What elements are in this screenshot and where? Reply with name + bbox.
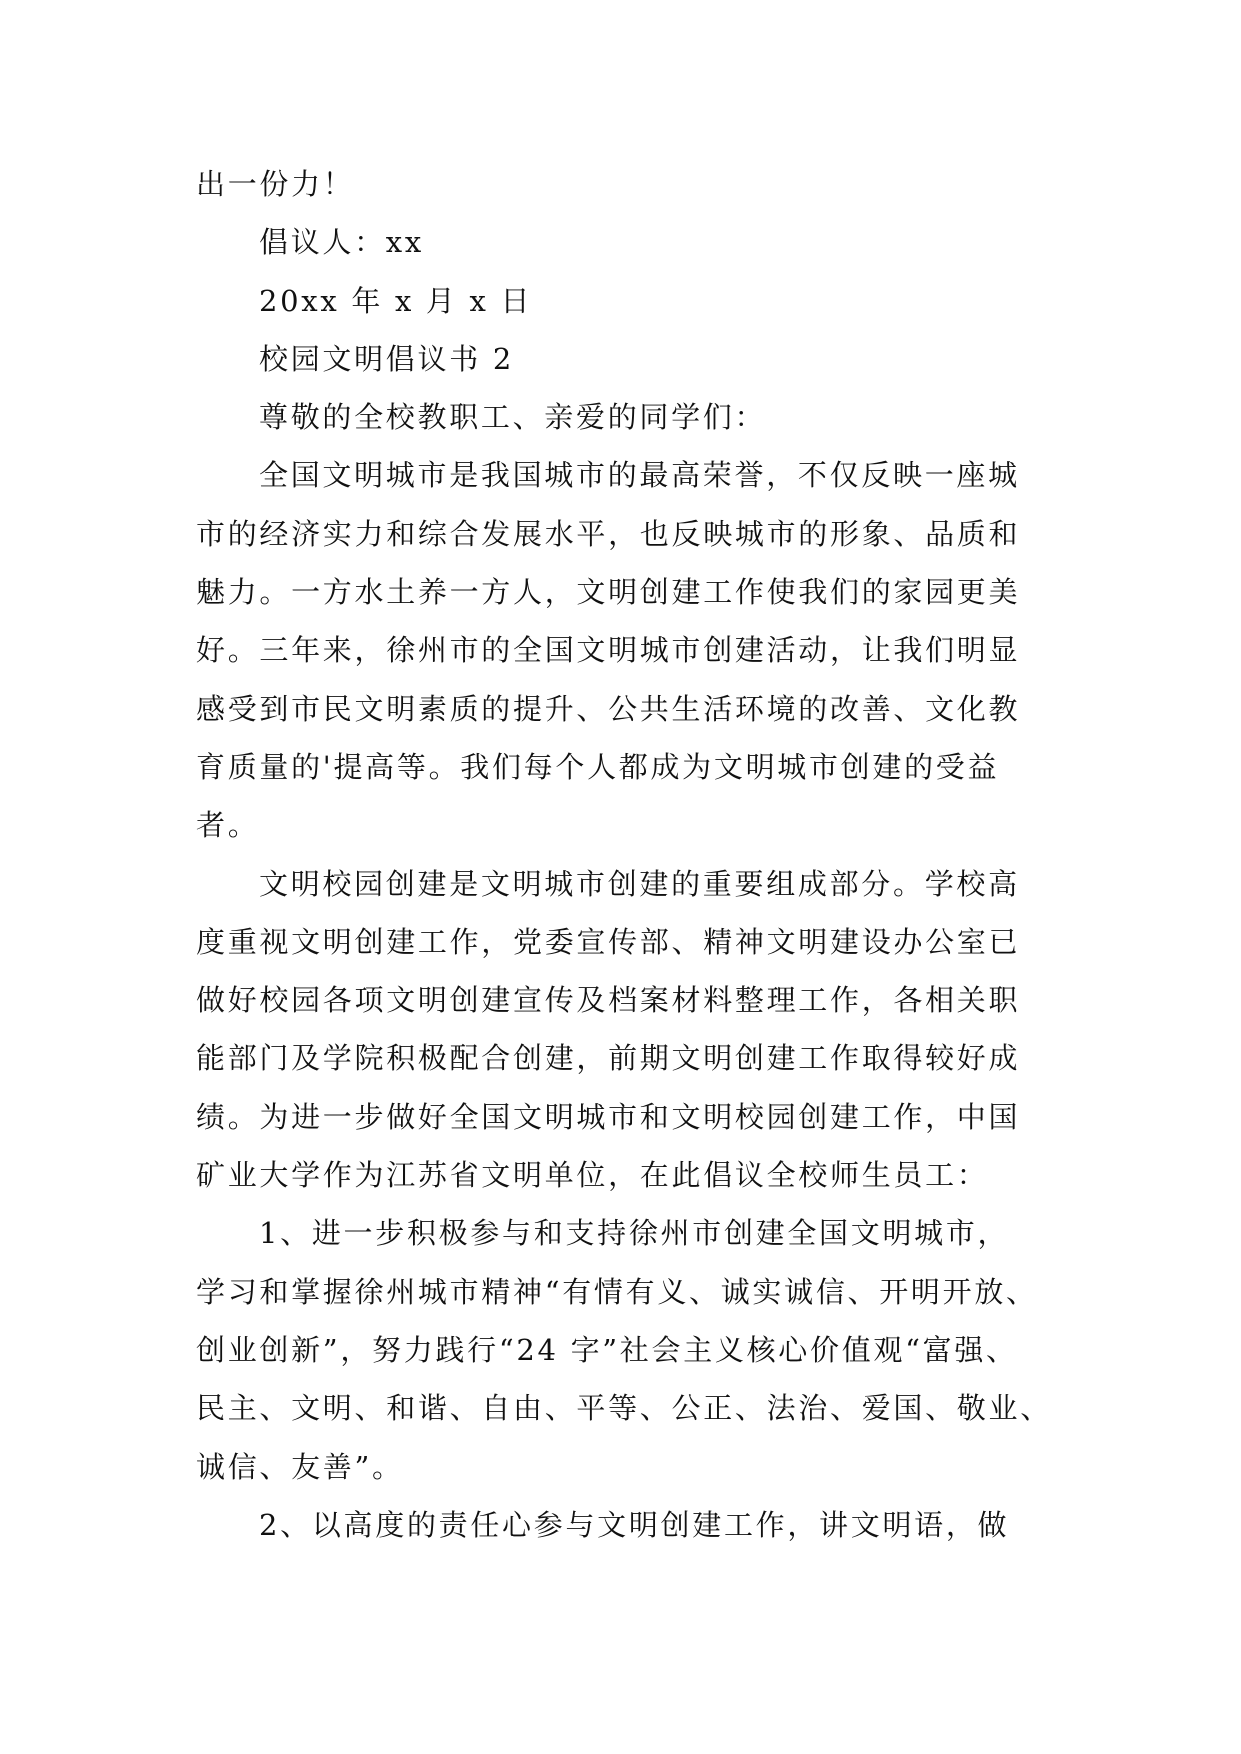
paragraph-line: 矿业大学作为江苏省文明单位，在此倡议全校师生员工：	[196, 1158, 989, 1193]
paragraph-line: 创业创新”，努力践行“24 字”社会主义核心价值观“富强、	[196, 1332, 1018, 1367]
paragraph-line: 感受到市民文明素质的提升、公共生活环境的改善、文化教	[196, 691, 1021, 726]
paragraph-line: 绩。为进一步做好全国文明城市和文明校园创建工作，中国	[196, 1099, 1021, 1134]
paragraph-2	[196, 855, 1241, 1205]
paragraph-line: 学习和掌握徐州城市精神“有情有义、诚实诚信、开明开放、	[196, 1274, 1038, 1309]
salutation: 尊敬的全校教职工、亲爱的同学们：	[259, 400, 767, 435]
paragraph-line: 1、进一步积极参与和支持徐州市创建全国文明城市，	[259, 1216, 1010, 1251]
paragraph-line: 育质量的'提高等。我们每个人都成为文明城市创建的受益	[196, 749, 1000, 784]
paragraph-line: 魅力。一方水土养一方人，文明创建工作使我们的家园更美	[196, 575, 1021, 610]
paragraph-1	[196, 446, 1241, 854]
proposal-item-1	[196, 1204, 1241, 1495]
paragraph-line: 者。	[196, 808, 260, 843]
document-title: 校园文明倡议书 2	[259, 341, 514, 376]
proposal-item-2	[196, 1496, 1241, 1554]
previous-paragraph-ending: 出一份力！	[196, 167, 355, 201]
paragraph-line: 做好校园各项文明创建宣传及档案材料整理工作，各相关职	[196, 983, 1021, 1018]
paragraph-line: 市的经济实力和综合发展水平，也反映城市的形象、品质和	[196, 516, 1021, 551]
paragraph-line: 文明校园创建是文明城市创建的重要组成部分。学校高	[259, 866, 1020, 901]
paragraph-line: 好。三年来，徐州市的全国文明城市创建活动，让我们明显	[196, 633, 1021, 668]
paragraph-line: 度重视文明创建工作，党委宣传部、精神文明建设办公室已	[196, 924, 1021, 959]
paragraph-line: 诚信、友善”。	[196, 1449, 404, 1484]
paragraph-line: 全国文明城市是我国城市的最高荣誉，不仅反映一座城	[259, 458, 1020, 493]
paragraph-line: 民主、文明、和谐、自由、平等、公正、法治、爱国、敬业、	[196, 1391, 1052, 1426]
paragraph-line: 能部门及学院积极配合创建，前期文明创建工作取得较好成	[196, 1041, 1021, 1076]
paragraph-line: 2、以高度的责任心参与文明创建工作，讲文明语，做	[259, 1507, 1010, 1542]
signature-date: 20xx 年 x 月 x 日	[259, 283, 533, 318]
signature-proposer: 倡议人：xx	[259, 225, 424, 260]
